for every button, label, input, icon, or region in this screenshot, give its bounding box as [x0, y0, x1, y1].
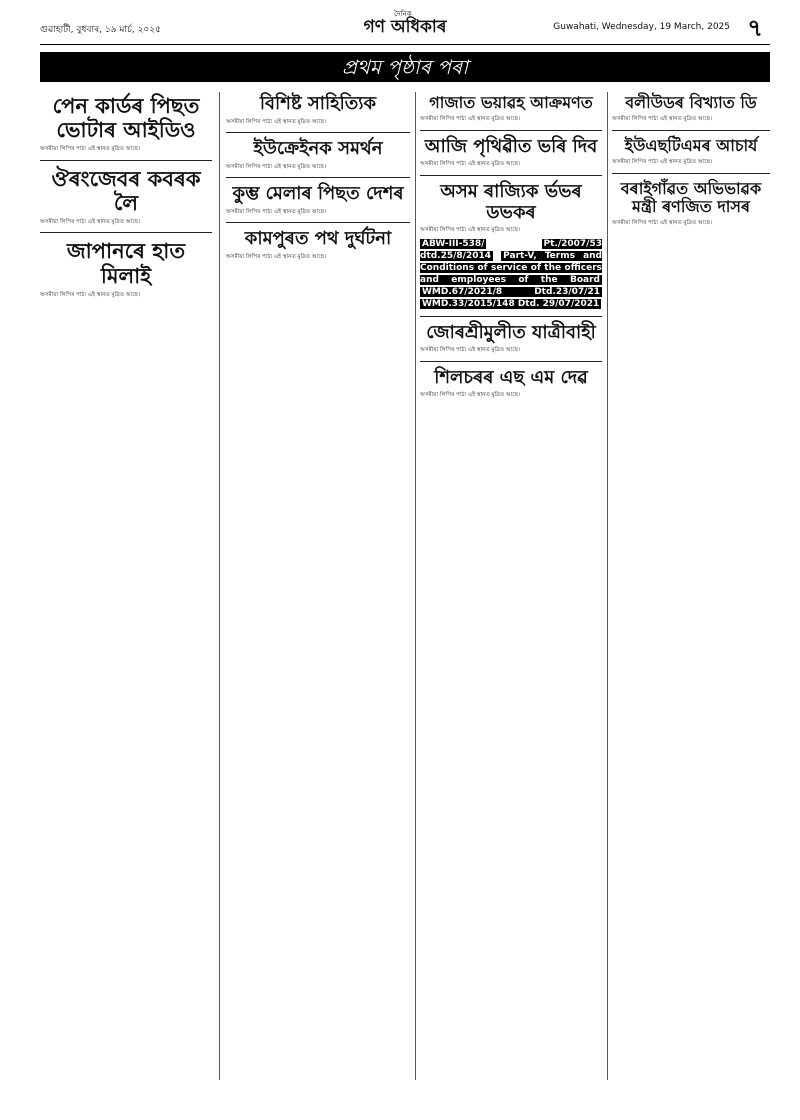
- article-body: অসমীয়া লিপিৰ পাঠ্য এই স্থানত মুদ্ৰিত আছে।: [40, 291, 140, 298]
- article-divider: [40, 232, 212, 233]
- column-divider: [415, 92, 416, 1080]
- article-body: অসমীয়া লিপিৰ পাঠ্য এই স্থানত মুদ্ৰিত আছে।: [420, 347, 520, 354]
- article-headline: ইউক্ৰেইনক সমৰ্থন: [253, 138, 383, 160]
- article-body: অসমীয়া লিপিৰ পাঠ্য এই স্থানত মুদ্ৰিত আছে।: [612, 159, 712, 166]
- notice-ref-3: Part-V, Terms and Conditions of service of the officers and employees of the Board: [420, 250, 602, 285]
- article-body: অসমীয়া লিপিৰ পাঠ্য এই স্থানত মুদ্ৰিত আছে।: [226, 118, 326, 125]
- article-headline: আজি পৃথিৱীত ভৰি দিব: [424, 135, 598, 157]
- article-headline: জোৰশ্ৰীমুলীত যাত্ৰীবাহী: [426, 321, 596, 343]
- article-body: অসমীয়া লিপিৰ পাঠ্য এই স্থানত মুদ্ৰিত আছে।: [612, 220, 712, 227]
- column-divider: [219, 92, 220, 1080]
- article-headline: ঔৰংজেবৰ কবৰক লৈ: [51, 166, 201, 215]
- article-body: অসমীয়া লিপিৰ পাঠ্য এই স্থানত মুদ্ৰিত আছে।: [420, 392, 520, 399]
- article-headline: পেন কাৰ্ডৰ পিছত ভোটাৰ আইডিও: [52, 94, 200, 143]
- article-body: অসমীয়া লিপিৰ পাঠ্য এই স্থানত মুদ্ৰিত আছে।: [40, 218, 140, 225]
- article-divider: [420, 316, 602, 317]
- notice-ref-5: WMD.33/2015/148 Dtd. 29/07/2021: [422, 298, 600, 309]
- article-divider: [420, 175, 602, 176]
- column-2: [226, 92, 410, 1090]
- article-divider: [612, 173, 770, 174]
- notice-ref-2: Pt./2007/53 dtd.25/8/2014: [420, 238, 602, 261]
- article-body: অসমীয়া লিপিৰ পাঠ্য এই স্থানত মুদ্ৰিত আছে।: [226, 253, 326, 260]
- column-3: [420, 92, 602, 1090]
- notice-reference: [420, 238, 602, 310]
- column-divider: [607, 92, 608, 1080]
- logo-text: গণ অধিকাৰ: [363, 17, 447, 37]
- article-body: অসমীয়া লিপিৰ পাঠ্য এই স্থানত মুদ্ৰিত আছে।: [612, 116, 712, 123]
- article-divider: [226, 177, 410, 178]
- article-divider: [40, 160, 212, 161]
- article-headline: ইউএছটিএমৰ আচাৰ্য: [624, 135, 758, 155]
- article-headline: বৰাইগাঁৱত অভিভাৱক মন্ত্ৰী ৰণজিত দাসৰ: [620, 178, 762, 216]
- masthead-date-assamese: গুৱাহাটী, বুধবাৰ, ১৯ মাৰ্চ, ২০২৫: [40, 25, 161, 35]
- masthead: [40, 10, 770, 42]
- article-divider: [226, 132, 410, 133]
- article-body: অসমীয়া লিপিৰ পাঠ্য এই স্থানত মুদ্ৰিত আছে।: [226, 163, 326, 170]
- notice-ref-1: ABW-III-538/: [422, 238, 485, 249]
- newspaper-logo: [340, 10, 470, 42]
- section-banner: প্ৰথম পৃষ্ঠাৰ পৰা: [40, 52, 770, 82]
- article-headline: বিশিষ্ট সাহিত্যিক: [259, 93, 377, 114]
- notice-ref-4: WMD.67/2021/8 Dtd.23/07/21: [422, 286, 600, 297]
- article-body: অসমীয়া লিপিৰ পাঠ্য এই স্থানত মুদ্ৰিত আছে।: [226, 208, 326, 215]
- article-divider: [612, 130, 770, 131]
- article-body: অসমীয়া লিপিৰ পাঠ্য এই স্থানত মুদ্ৰিত আছে।: [420, 227, 520, 234]
- article-headline: শিলচৰৰ এছ এম দেৱ: [434, 366, 588, 388]
- logo-tagline: দৈনিক: [394, 10, 412, 18]
- article-headline: কামপুৰত পথ দুৰ্ঘটনা: [244, 228, 392, 250]
- column-4: [612, 92, 770, 1090]
- article-headline: জাপানৰে হাত মিলাই: [66, 239, 186, 288]
- masthead-date-english: Guwahati, Wednesday, 19 March, 2025: [553, 22, 730, 32]
- article-body: অসমীয়া লিপিৰ পাঠ্য এই স্থানত মুদ্ৰিত আছে।: [420, 116, 520, 123]
- article-headline: বলীউডৰ বিখ্যাত ডি: [625, 93, 757, 112]
- article-divider: [420, 130, 602, 131]
- page-number: ৭: [747, 14, 763, 42]
- article-body: অসমীয়া লিপিৰ পাঠ্য এই স্থানত মুদ্ৰিত আছে।: [40, 146, 140, 153]
- article-headline: কুম্ভ মেলাৰ পিছত দেশৰ: [232, 183, 404, 205]
- masthead-rule: [40, 44, 770, 45]
- article-headline: গাজাত ভয়াৱহ আক্ৰমণত: [429, 93, 593, 112]
- article-headline: অসম ৰাজ্যিক ৰ্ভভৰ ডভকৰ: [440, 180, 582, 223]
- article-divider: [226, 222, 410, 223]
- article-divider: [420, 361, 602, 362]
- column-1: [40, 92, 212, 1090]
- article-body: অসমীয়া লিপিৰ পাঠ্য এই স্থানত মুদ্ৰিত আছে।: [420, 161, 520, 168]
